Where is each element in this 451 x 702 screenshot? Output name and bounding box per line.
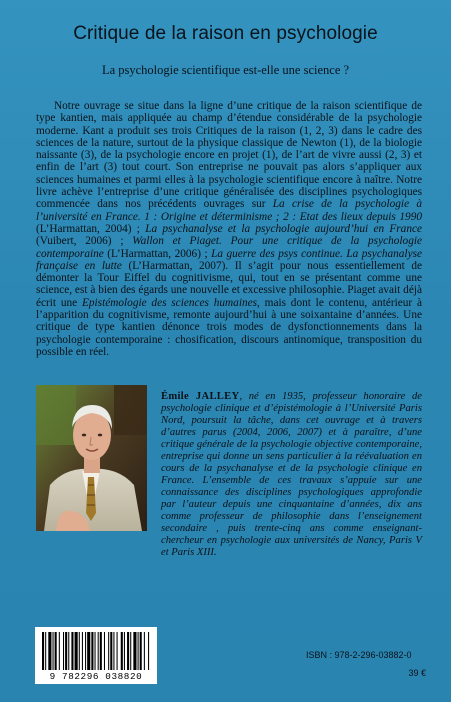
price: 39 € (408, 668, 426, 678)
isbn: ISBN : 978-2-296-03882-0 (306, 650, 412, 660)
book-title: Critique de la raison en psychologie (73, 23, 378, 44)
blurb-text: (L’Harmattan, 2006) ; (103, 247, 212, 260)
author-photo (36, 385, 147, 531)
blurb-book-title: La crise de la psychologie à l’université en France. 1 : Origine et déterminisme ; 2 : Etat des lieux depuis 1990 (36, 198, 422, 223)
blurb-text: (L’Harmattan, 2007). Il s’agit pour nous essentiellement de démonter la Tour Eiffel du cognitivisme, qui, tout en se présentant comme une science, est à bien des égards une nouvelle et excessive philosophie. Piaget avait déjà écrit une (36, 259, 423, 309)
blurb-paragraph (36, 100, 422, 358)
blurb-text: Notre ouvrage se situe dans la ligne d’une critique de la raison scientifique de type kantien, mais appliquée au champ d’étendue considérable de la psychologie moderne. Kant a produit ses trois Critiques de la raison (1, 2, 3) dans le cadre des sciences de la nature, surtout de la physique classique de Newton (1), de la biologie naissante (3), de la psychologie encore en projet (1), de l’art de vivre aussi (2, 3) et enfin de l’art (3) tout court. Son entreprise ne pouvait pas alors s’appliquer aux sciences humaines et parmi elles à la psychologie scientifique encore à naître. Notre livre achève l’entreprise d’une critique généralisée des disciplines psychologiques commencée dans nos précédents ouvrages sur (36, 100, 422, 211)
barcode-digits: 9 782296 038820 (49, 671, 143, 682)
blurb-book-title: Wallon et Piaget. Pour une critique de la psychologie contemporaine (36, 235, 422, 260)
book-subtitle: La psychologie scientifique est-elle une science ? (101, 63, 350, 77)
blurb-book-title: Epistémologie des sciences humaines (81, 296, 258, 309)
blurb-text: (Vuibert, 2006) ; (36, 235, 133, 248)
author-bio (161, 391, 422, 559)
blurb-text: , mais dont le contenu, antérieur à l’apparition du cognitivisme, remonte aujourd’hui à une soixantaine d’années. Une critique de type kantien dénonce trois modes de dysfonctionnements dans la psychologie contemporaine : chosification, discours antinomique, transposition du possible en réel. (36, 296, 422, 358)
author-name: Émile JALLEY (161, 391, 240, 402)
barcode (35, 627, 157, 684)
barcode-bars (42, 632, 150, 670)
blurb-book-title: La guerre des psys continue. La psychanalyse française en lutte (36, 247, 422, 272)
blurb-book-title: La psychanalyse et la psychologie aujourd’hui en France (145, 222, 422, 235)
blurb-text: (L’Harmattan, 2004) ; (36, 222, 146, 235)
author-bio-text: , né en 1935, professeur honoraire de psychologie clinique et d’épistémologie à l’Université Paris Nord, poursuit la tâche, dans cet ouvrage et à travers d’autres parus (2004, 2006, 2007) et à paraître, d’une critique générale de la psychologie objective contemporaine, entreprise qui donne un sens particulier à la réévaluation en cours de la psychanalyse et de la psychologie clinique en France. L’ensemble de ces travaux s’appuie sur une connaissance des disciplines psychologiques approfondie par l’auteur depuis une cinquantaine d’années, dix ans comme professeur de philosophie dans l’enseignement secondaire , puis trente-cinq ans comme enseignant-chercheur en psychologie aux universités de Nancy, Paris V et Paris XIII. (161, 391, 422, 558)
